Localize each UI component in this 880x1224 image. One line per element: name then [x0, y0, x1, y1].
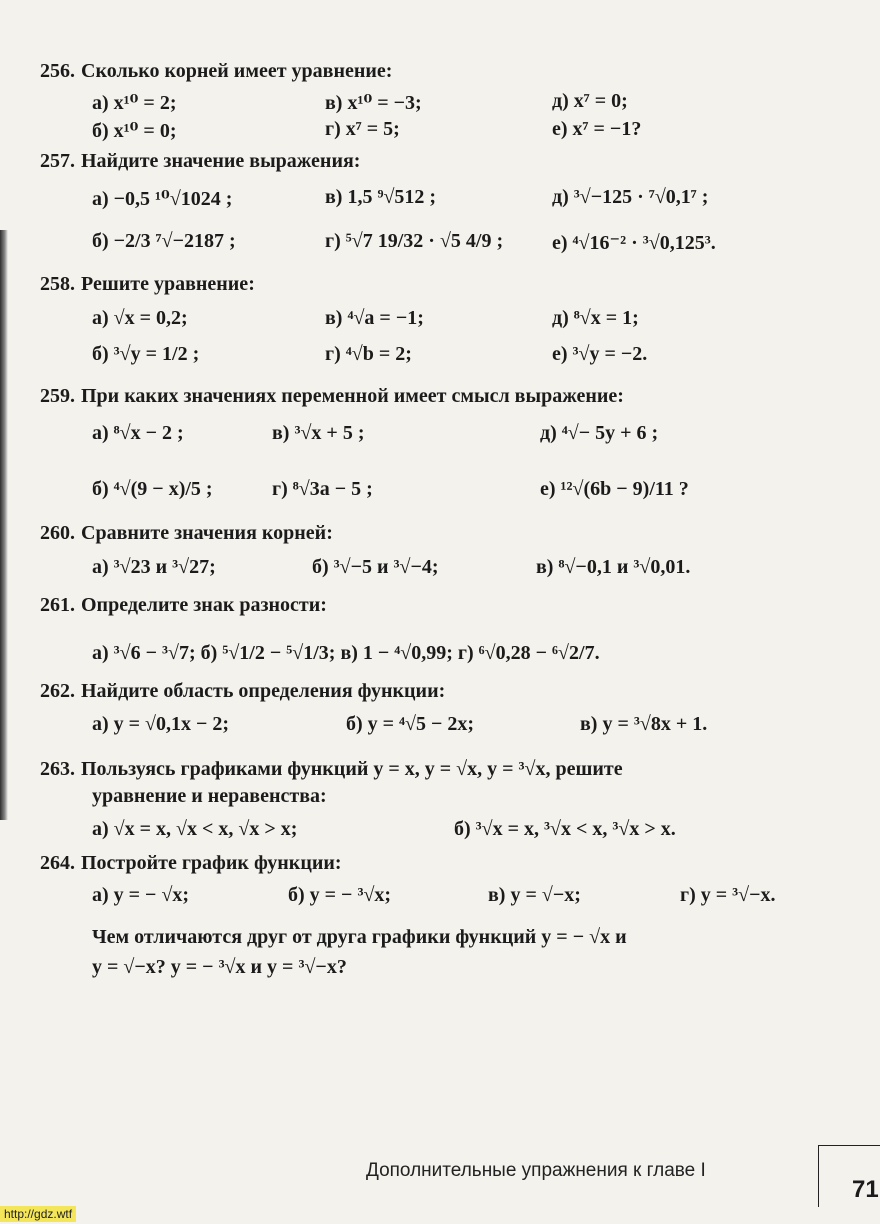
exercise-item: е) x⁷ = −1? [552, 118, 642, 140]
page-edge-shadow [0, 230, 8, 820]
exercise-item: б) y = ⁴√5 − 2x; [346, 713, 475, 735]
exercise-item: б) ³√−5 и ³√−4; [312, 556, 439, 578]
exercise-title-continued: уравнение и неравенства: [92, 785, 327, 807]
exercise-261-heading [40, 594, 327, 617]
exercise-260-heading [40, 522, 333, 545]
exercise-title: Пользуясь графиками функций y = x, y = √x, y = ³√x, решите [81, 758, 623, 780]
exercise-258-heading [40, 273, 255, 296]
watermark-link: http://gdz.wtf [0, 1206, 76, 1222]
footer-divider [818, 1145, 819, 1207]
page-number: 71 [852, 1176, 879, 1203]
exercise-number: 258. [40, 273, 75, 295]
exercise-number: 257. [40, 150, 75, 172]
exercise-257-heading [40, 150, 360, 173]
exercise-question: y = √−x? y = − ³√x и y = ³√−x? [92, 956, 347, 978]
exercise-item: а) y = − √x; [92, 884, 190, 906]
exercise-item: а) ⁸√x − 2 ; [92, 422, 184, 444]
exercise-259-heading [40, 385, 624, 408]
exercise-item: д) ³√−125 · ⁷√0,1⁷ ; [552, 186, 709, 208]
exercise-item: а) −0,5 ¹⁰√1024 ; [92, 188, 233, 210]
exercise-title: Найдите значение выражения: [81, 150, 361, 172]
exercise-item: а) √x = x, √x < x, √x > x; [92, 818, 298, 840]
exercise-item: г) y = ³√−x. [680, 884, 776, 906]
exercise-item: в) y = ³√8x + 1. [580, 713, 708, 735]
exercise-item: е) ⁴√16⁻² · ³√0,125³. [552, 232, 716, 254]
exercise-item: а) ³√6 − ³√7; б) ⁵√1/2 − ⁵√1/3; в) 1 − ⁴√0,99; г) ⁶√0,28 − ⁶√2/7. [92, 642, 600, 664]
exercise-item: в) ³√x + 5 ; [272, 422, 365, 444]
footer-divider [818, 1145, 880, 1146]
exercise-item: е) ³√y = −2. [552, 343, 648, 365]
exercise-item: б) x¹⁰ = 0; [92, 120, 177, 142]
exercise-item: а) x¹⁰ = 2; [92, 92, 177, 114]
exercise-262-heading [40, 680, 445, 703]
exercise-item: д) x⁷ = 0; [552, 90, 628, 112]
exercise-item: а) √x = 0,2; [92, 307, 188, 329]
exercise-item: е) ¹²√(6b − 9)/11 ? [540, 478, 689, 500]
exercise-number: 263. [40, 758, 75, 780]
exercise-item: а) ³√23 и ³√27; [92, 556, 216, 578]
exercise-item: б) y = − ³√x; [288, 884, 392, 906]
exercise-item: в) ⁸√−0,1 и ³√0,01. [536, 556, 691, 578]
exercise-title: Решите уравнение: [81, 273, 255, 295]
exercise-item: б) ³√x = x, ³√x < x, ³√x > x. [454, 818, 676, 840]
exercise-number: 264. [40, 852, 75, 874]
exercise-item: г) x⁷ = 5; [325, 118, 400, 140]
exercise-item: г) ⁸√3a − 5 ; [272, 478, 373, 500]
exercise-item: в) x¹⁰ = −3; [325, 92, 422, 114]
exercise-title: При каких значениях переменной имеет смысл выражение: [81, 385, 624, 407]
exercise-title: Сколько корней имеет уравнение: [81, 60, 393, 82]
exercise-item: б) ⁴√(9 − x)/5 ; [92, 478, 213, 500]
exercise-question: Чем отличаются друг от друга графики функций y = − √x и [92, 926, 627, 948]
exercise-256-heading [40, 60, 392, 83]
chapter-footer-title: Дополнительные упражнения к главе I [366, 1160, 706, 1181]
exercise-item: а) y = √0,1x − 2; [92, 713, 230, 735]
exercise-title: Определите знак разности: [81, 594, 327, 616]
exercise-number: 259. [40, 385, 75, 407]
exercise-number: 261. [40, 594, 75, 616]
exercise-item: в) ⁴√a = −1; [325, 307, 424, 329]
exercise-item: в) y = √−x; [488, 884, 581, 906]
exercise-number: 260. [40, 522, 75, 544]
exercise-number: 256. [40, 60, 75, 82]
exercise-263-heading [40, 758, 623, 781]
exercise-title: Постройте график функции: [81, 852, 342, 874]
exercise-item: г) ⁵√7 19/32 · √5 4/9 ; [325, 230, 504, 252]
exercise-title: Найдите область определения функции: [81, 680, 446, 702]
exercise-item: д) ⁴√− 5y + 6 ; [540, 422, 659, 444]
exercise-title: Сравните значения корней: [81, 522, 333, 544]
exercise-item: в) 1,5 ⁹√512 ; [325, 186, 437, 208]
exercise-number: 262. [40, 680, 75, 702]
exercise-item: б) −2/3 ⁷√−2187 ; [92, 230, 236, 252]
exercise-item: г) ⁴√b = 2; [325, 343, 412, 365]
exercise-item: б) ³√y = 1/2 ; [92, 343, 200, 365]
exercise-264-heading [40, 852, 342, 875]
exercise-item: д) ⁸√x = 1; [552, 307, 639, 329]
